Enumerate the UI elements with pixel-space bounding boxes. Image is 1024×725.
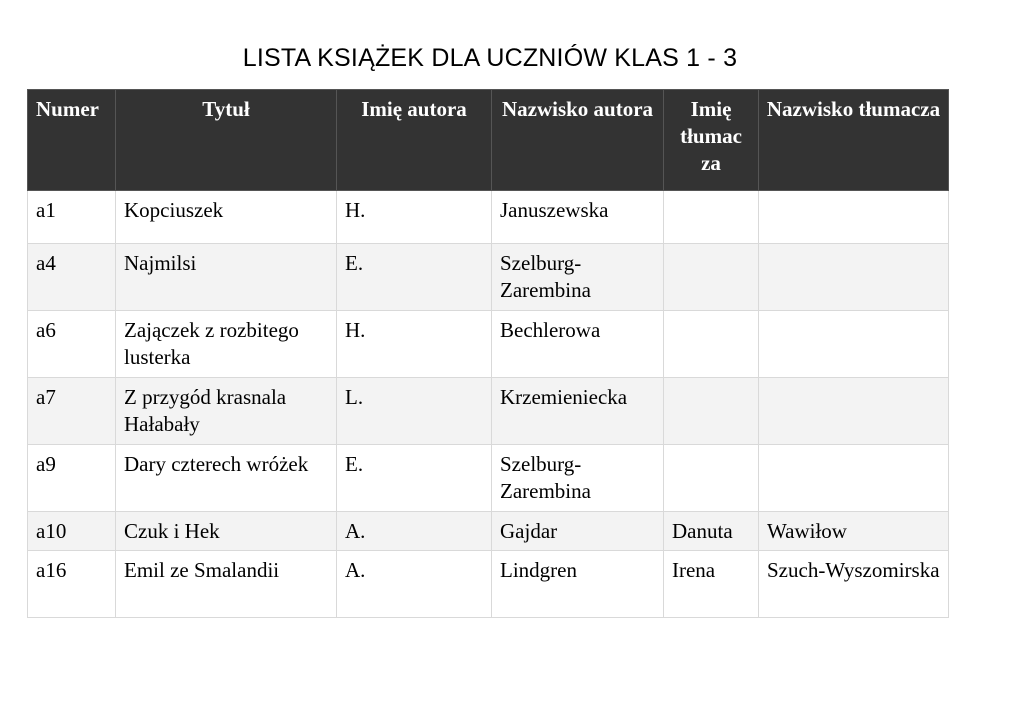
cell-nazwisko-tlumacza <box>759 244 949 311</box>
header-imie-tlumacza: Imię tłumac za <box>664 90 759 191</box>
cell-imie-tlumacza <box>664 378 759 445</box>
table-row <box>28 551 949 618</box>
table-header-row <box>28 90 949 191</box>
cell-tytul: Kopciuszek <box>116 191 337 244</box>
header-imie-autora: Imię autora <box>337 90 492 191</box>
document-title: LISTA KSIĄŻEK DLA UCZNIÓW KLAS 1 - 3 <box>242 44 738 72</box>
table-row <box>28 191 949 244</box>
cell-nazwisko-autora: Krzemieniecka <box>492 378 664 445</box>
cell-numer: a16 <box>28 551 116 618</box>
cell-imie-autora: H. <box>337 311 492 378</box>
cell-tytul: Zajączek z rozbitego lusterka <box>116 311 337 378</box>
cell-numer: a1 <box>28 191 116 244</box>
cell-imie-tlumacza <box>664 191 759 244</box>
cell-imie-autora: A. <box>337 512 492 551</box>
book-list-table <box>27 89 949 618</box>
cell-nazwisko-autora: Szelburg-Zarembina <box>492 244 664 311</box>
cell-imie-autora: E. <box>337 244 492 311</box>
cell-numer: a6 <box>28 311 116 378</box>
cell-imie-tlumacza: Danuta <box>664 512 759 551</box>
header-tytul: Tytuł <box>116 90 337 191</box>
cell-nazwisko-autora: Lindgren <box>492 551 664 618</box>
cell-numer: a9 <box>28 445 116 512</box>
cell-numer: a4 <box>28 244 116 311</box>
table-row <box>28 378 949 445</box>
cell-tytul: Z przygód krasnala Hałabały <box>116 378 337 445</box>
cell-nazwisko-tlumacza <box>759 311 949 378</box>
cell-imie-autora: L. <box>337 378 492 445</box>
cell-nazwisko-autora: Januszewska <box>492 191 664 244</box>
cell-numer: a7 <box>28 378 116 445</box>
table-row <box>28 244 949 311</box>
cell-imie-autora: H. <box>337 191 492 244</box>
cell-imie-autora: E. <box>337 445 492 512</box>
cell-tytul: Emil ze Smalandii <box>116 551 337 618</box>
cell-numer: a10 <box>28 512 116 551</box>
cell-nazwisko-tlumacza: Szuch-Wyszomirska <box>759 551 949 618</box>
cell-nazwisko-tlumacza <box>759 445 949 512</box>
cell-nazwisko-autora: Szelburg-Zarembina <box>492 445 664 512</box>
table-row <box>28 445 949 512</box>
cell-nazwisko-tlumacza <box>759 378 949 445</box>
cell-tytul: Dary czterech wróżek <box>116 445 337 512</box>
header-nazwisko-tlumacza: Nazwisko tłumacza <box>759 90 949 191</box>
cell-imie-tlumacza <box>664 311 759 378</box>
cell-imie-tlumacza <box>664 445 759 512</box>
cell-imie-autora: A. <box>337 551 492 618</box>
cell-tytul: Czuk i Hek <box>116 512 337 551</box>
cell-tytul: Najmilsi <box>116 244 337 311</box>
cell-nazwisko-autora: Bechlerowa <box>492 311 664 378</box>
table-row <box>28 512 949 551</box>
header-nazwisko-autora: Nazwisko autora <box>492 90 664 191</box>
cell-nazwisko-tlumacza: Wawiłow <box>759 512 949 551</box>
table-row <box>28 311 949 378</box>
cell-imie-tlumacza <box>664 244 759 311</box>
cell-nazwisko-tlumacza <box>759 191 949 244</box>
header-numer: Numer <box>28 90 116 191</box>
cell-imie-tlumacza: Irena <box>664 551 759 618</box>
cell-nazwisko-autora: Gajdar <box>492 512 664 551</box>
